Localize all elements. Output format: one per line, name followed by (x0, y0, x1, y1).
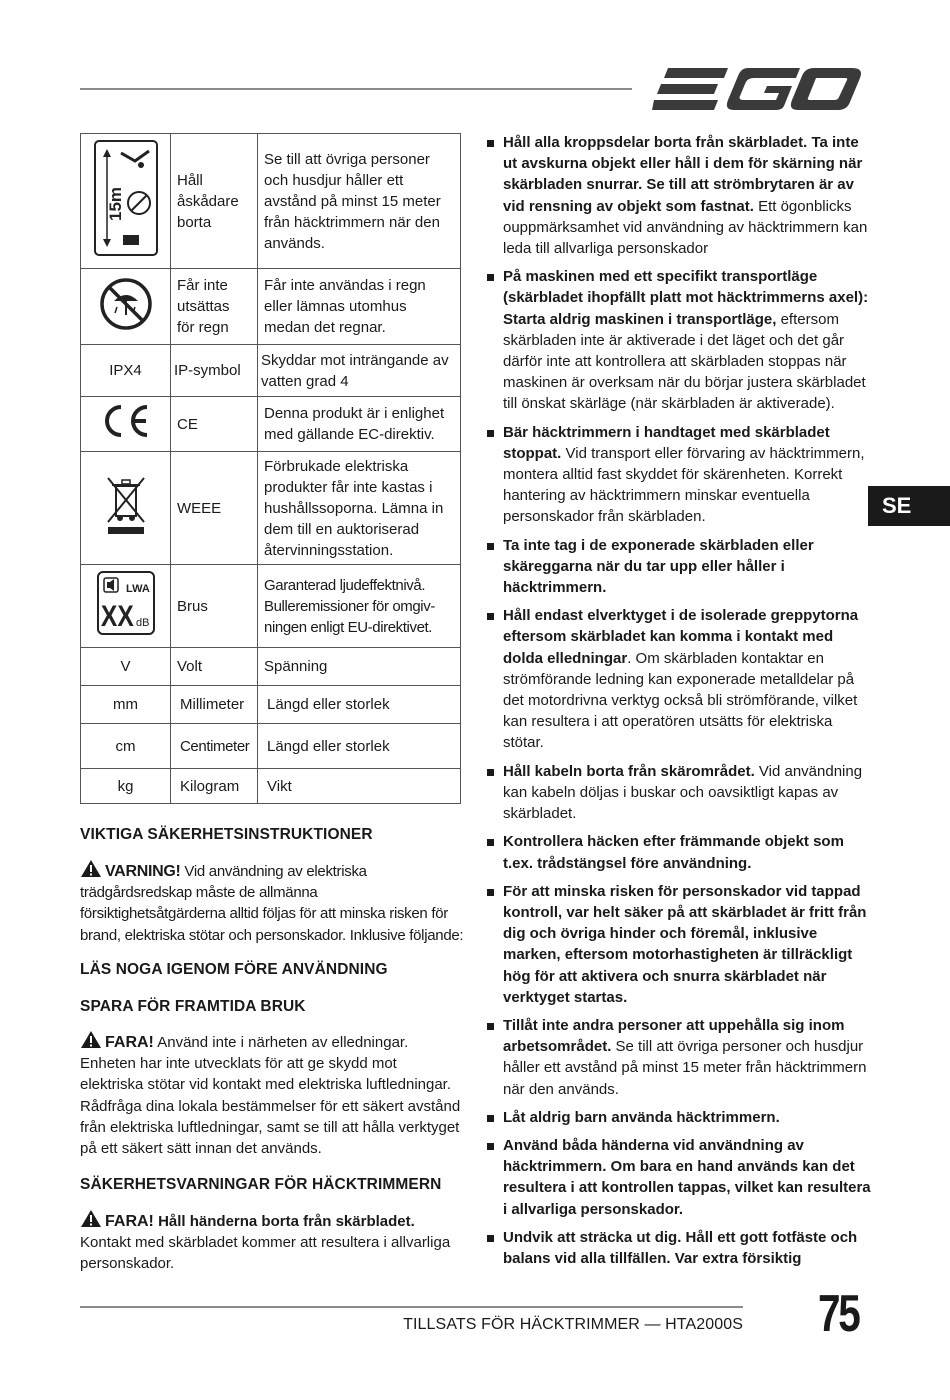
weee-bin-icon (104, 474, 148, 536)
ego-logo (652, 66, 862, 112)
table-row (81, 565, 461, 648)
table-row (81, 769, 461, 804)
table-row (81, 724, 461, 769)
ce-mark-icon (99, 403, 153, 439)
symbol-description: Vikt (258, 769, 461, 804)
no-rain-icon (99, 277, 153, 331)
signal-word: FARA! (105, 1213, 154, 1230)
footer-title: TILLSATS FÖR HÄCKTRIMMER — HTA2000S (403, 1316, 743, 1333)
symbol-name: Centimeter (171, 724, 258, 769)
table-row (81, 269, 461, 345)
symbol-name: IP-symbol (171, 345, 258, 397)
table-row (81, 397, 461, 452)
list-item: Låt aldrig barn använda häcktrimmern. (486, 1107, 871, 1128)
svg-text:15m: 15m (105, 186, 125, 221)
page-number: 75 (818, 1285, 859, 1343)
symbol-text: IPX4 (81, 345, 171, 397)
symbol-description: Får inte användas i regn eller lämnas utomhus medan det regnar. (258, 269, 461, 345)
section-heading: LÄS NOGA IGENOM FÖRE ANVÄNDNING (80, 961, 388, 978)
danger-paragraph (80, 1030, 464, 1159)
symbol-description: Spänning (258, 648, 461, 686)
symbol-description: Längd eller storlek (258, 686, 461, 724)
section-heading: SÄKERHETSVARNINGAR FÖR HÄCKTRIMMERN (80, 1176, 442, 1193)
symbol-name: Håll åskådare borta (171, 134, 258, 269)
list-item: Ta inte tag i de exponerade skärbladen eller skäreggarna när du tar upp eller håller i häcktrimmern. (486, 535, 871, 599)
list-item: Håll endast elverktyget i de isolerade greppytorna eftersom skärbladet kan komma i kontakt med dolda elledningar. Om skärbladen kontaktar en strömförande ledning kan exponerade metalldelar på det motordrivna verktyg också bli strömförande, vilket kan resultera i att operatören utsätts för elektriska stötar. (486, 605, 871, 753)
symbol-name: CE (171, 397, 258, 452)
list-item: Kontrollera häcken efter främmande objekt som t.ex. trådstängsel före användning. (486, 831, 871, 873)
symbol-text: kg (81, 769, 171, 804)
warning-triangle-icon (80, 859, 102, 878)
symbol-cell (81, 397, 171, 452)
footer-rule (80, 1306, 743, 1308)
list-item: Använd båda händerna vid användning av häcktrimmern. Om bara en hand används kan det resultera i att kontrollen tappas, vilket kan resultera i allvarliga personskador. (486, 1135, 871, 1220)
warning-triangle-icon (80, 1209, 102, 1228)
table-row (81, 134, 461, 269)
language-tab: SE (868, 486, 950, 526)
list-item: Bär häcktrimmern i handtaget med skärbladet stoppat. Vid transport eller förvaring av häcktrimmern, montera alltid fast skyddet för skärenheten. Korrekt hantering av häcktrimmern minskar eventuella personskador från skärbladen. (486, 422, 871, 528)
symbol-cell (81, 565, 171, 648)
header-rule (80, 88, 632, 90)
symbol-text: mm (81, 686, 171, 724)
safety-bullet-list (486, 132, 871, 1276)
table-row (81, 648, 461, 686)
symbol-cell (81, 134, 171, 269)
symbol-name: Millimeter (171, 686, 258, 724)
danger-paragraph (80, 1209, 464, 1275)
symbol-cell (81, 452, 171, 565)
svg-text:XX: XX (100, 598, 134, 633)
list-item: På maskinen med ett specifikt transportläge (skärbladet ihopfällt platt mot häcktrimmerns axel): Starta aldrig maskinen i transportläge, eftersom skärbladen inte är aktiverade i det läget och det går därför inte att kontrollera att skärbladen stoppas när maskinen är overksam när du börjar justera skärbladet till önskat skärläge (när skärbladen är aktiverade). (486, 266, 871, 414)
symbol-description: Längd eller storlek (258, 724, 461, 769)
warning-triangle-icon (80, 1030, 102, 1049)
symbol-description: Garanterad ljudeffektnivå. Bulleremissioner för omgiv-ningen enligt EU-direktivet. (258, 565, 461, 648)
signal-word: FARA! (105, 1034, 154, 1051)
symbol-cell (81, 269, 171, 345)
list-item: Tillåt inte andra personer att uppehålla sig inom arbetsområdet. Se till att övriga personer och husdjur håller ett avstånd på minst 15 meter från häcktrimmern när den används. (486, 1015, 871, 1100)
section-heading: VIKTIGA SÄKERHETSINSTRUKTIONER (80, 826, 373, 843)
warning-paragraph (80, 859, 464, 946)
table-row (81, 452, 461, 565)
symbol-text: V (81, 648, 171, 686)
symbol-description: Se till att övriga personer och husdjur håller ett avstånd på minst 15 meter från häcktrimmern när den används. (258, 134, 461, 269)
section-heading: SPARA FÖR FRAMTIDA BRUK (80, 998, 306, 1015)
sound-power-icon (96, 570, 156, 636)
symbol-name: Brus (171, 565, 258, 648)
danger-text: Kontakt med skärbladet kommer att resultera i allvarliga personskador. (80, 1234, 451, 1273)
list-item: För att minska risken för personskador vid tappad kontroll, var helt säker på att skärbladet är fritt från dig och övriga hinder och föremål, inklusive marken, eftersom motorhastigheten är tillräckligt hög för att aktivera och snurra skärbladet när verktyget startas. (486, 881, 871, 1008)
bystanders-15m-icon (93, 139, 159, 257)
symbol-text: cm (81, 724, 171, 769)
symbol-name: Kilogram (171, 769, 258, 804)
danger-bold-text: Håll händerna borta från skärbladet. (158, 1213, 415, 1230)
list-item: Håll alla kroppsdelar borta från skärbladet. Ta inte ut avskurna objekt eller håll i dem för skärning när skärbladen snurrar. Se till att strömbrytaren är av vid rensning av objekt som fastnat. Ett ögonblicks ouppmärksamhet vid användning av häcktrimmern kan leda till allvarliga personskador (486, 132, 871, 259)
table-row (81, 345, 461, 397)
warning-text: Vid användning av elektriska trädgårdsredskap måste de allmänna försiktighetsåtgärderna alltid följas för att minska risken för brand, elektriska stötar och personskador. Inklusive följande: (80, 863, 464, 944)
signal-word: VARNING! (105, 863, 181, 880)
symbol-name: Volt (171, 648, 258, 686)
list-item: Håll kabeln borta från skärområdet. Vid användning kan kabeln döljas i buskar och oavsiktligt kapas av skärbladet. (486, 761, 871, 825)
symbol-table (80, 133, 461, 804)
symbol-name: WEEE (171, 452, 258, 565)
symbol-name: Får inte utsättas för regn (171, 269, 258, 345)
symbol-description: Förbrukade elektriska produkter får inte kastas i hushållssoporna. Lämna in dem till en auktoriserad återvinningsstation. (258, 452, 461, 565)
svg-text:LWA: LWA (125, 583, 150, 595)
symbol-description: Denna produkt är i enlighet med gällande EC-direktiv. (258, 397, 461, 452)
symbol-description: Skyddar mot inträngande av vatten grad 4 (258, 345, 461, 397)
list-item: Undvik att sträcka ut dig. Håll ett gott fotfäste och balans vid alla tillfällen. Var extra försiktig (486, 1227, 871, 1269)
svg-text:dB: dB (135, 617, 149, 629)
danger-text: Använd inte i närheten av elledningar. Enheten har inte utvecklats för att ge skydd mot elektriska stötar vid kontakt med elektriska luftledningar. Rådfråga dina lokala bestämmelser för ett säkert avstånd från elektriska luftledningar, samt se till att hålla verktyget på ett säkert sätt innan det används. (80, 1034, 461, 1158)
table-row (81, 686, 461, 724)
